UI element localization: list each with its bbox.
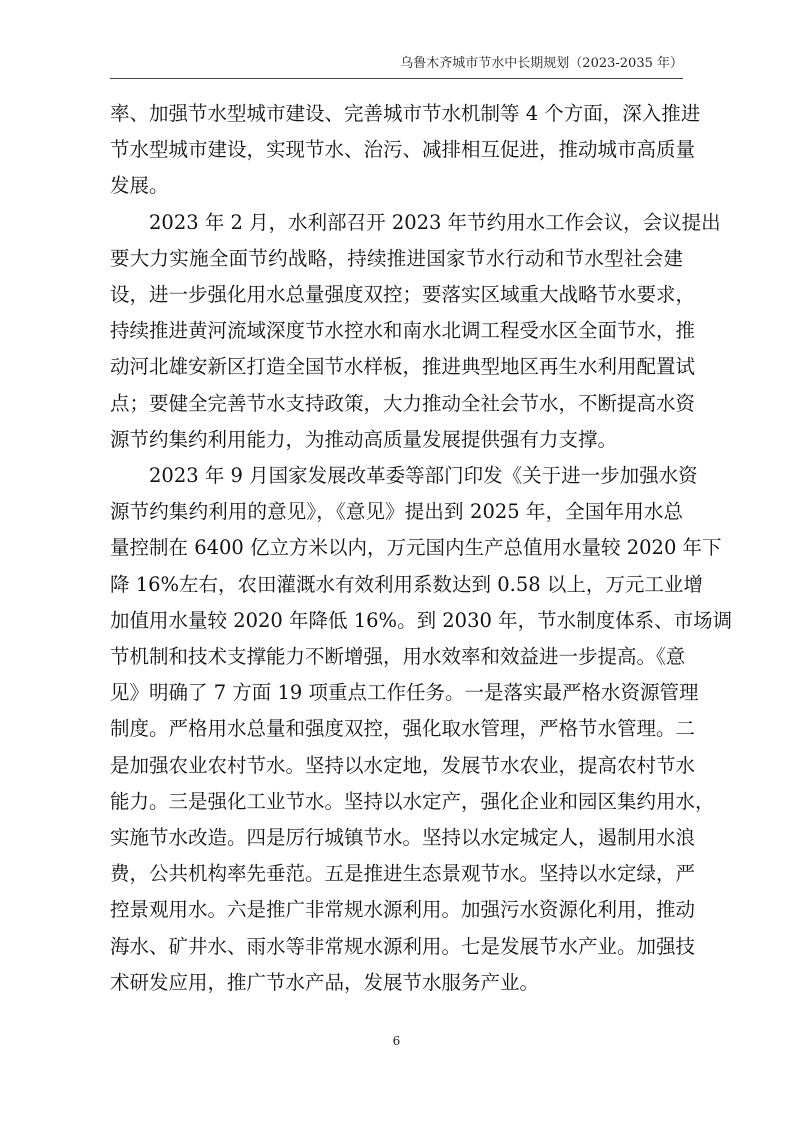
text-line: 节机制和技术支撑能力不断增强，用水效率和效益进一步提高。《意 bbox=[110, 645, 686, 669]
text-line: 加值用水量较 2020 年降低 16%。到 2030 年，节水制度体系、市场调 bbox=[110, 608, 733, 632]
text-line: 点；要健全完善节水支持政策，大力推动全社会节水，不断提高水资 bbox=[110, 391, 696, 415]
text-line: 能力。三是强化工业节水。坚持以水定产，强化企业和园区集约用水， bbox=[110, 789, 715, 813]
header-title: 乌鲁木齐城市节水中长期规划（2023-2035 年） bbox=[400, 56, 683, 71]
text-line: 量控制在 6400 亿立方米以内，万元国内生产总值用水量较 2020 年下 bbox=[110, 536, 722, 560]
text-line: 动河北雄安新区打造全国节水样板，推进典型地区再生水利用配置试 bbox=[110, 355, 696, 379]
document-body bbox=[110, 96, 733, 1001]
text-line: 海水、矿井水、雨水等非常规水源利用。七是发展节水产业。加强技 bbox=[110, 934, 696, 958]
page-number bbox=[0, 1034, 793, 1048]
text-line: 率、加强节水型城市建设、完善城市节水机制等 4 个方面，深入推进 bbox=[110, 102, 701, 125]
text-line: 源节约集约利用能力，为推动高质量发展提供强有力支撑。 bbox=[110, 427, 618, 451]
text-line: 费，公共机构率先垂范。五是推进生态景观节水。坚持以水定绿，严 bbox=[110, 862, 696, 886]
paragraph bbox=[110, 458, 733, 1001]
paragraph bbox=[110, 205, 721, 458]
page-number-value: 6 bbox=[392, 1034, 401, 1048]
running-header bbox=[110, 52, 683, 79]
text-line: 持续推进黄河流域深度节水控水和南水北调工程受水区全面节水，推 bbox=[110, 319, 696, 343]
text-line: 节水型城市建设，实现节水、治污、减排相互促进，推动城市高质量 bbox=[110, 138, 696, 162]
text-line: 是加强农业农村节水。坚持以水定地，发展节水农业，提高农村节水 bbox=[110, 753, 696, 777]
text-line: 控景观用水。六是推广非常规水源利用。加强污水资源化利用，推动 bbox=[110, 898, 696, 922]
text-line: 制度。严格用水总量和强度双控，强化取水管理，严格节水管理。二 bbox=[110, 717, 696, 741]
paragraph bbox=[110, 96, 701, 205]
text-line: 要大力实施全面节约战略，持续推进国家节水行动和节水型社会建 bbox=[110, 246, 683, 270]
text-line: 发展。 bbox=[110, 174, 169, 198]
text-line: 术研发应用，推广节水产品，发展节水服务产业。 bbox=[110, 970, 540, 994]
text-line: 见》明确了 7 方面 19 项重点工作任务。一是落实最严格水资源管理 bbox=[110, 681, 699, 705]
text-line: 实施节水改造。四是厉行城镇节水。坚持以水定城定人，遏制用水浪 bbox=[110, 826, 696, 850]
text-line: 源节约集约利用的意见》，《意见》提出到 2025 年，全国年用水总 bbox=[110, 500, 683, 524]
text-line: 降 16%左右，农田灌溉水有效利用系数达到 0.58 以上，万元工业增 bbox=[110, 572, 703, 596]
text-line: 设，进一步强化用水总量强度双控；要落实区域重大战略节水要求， bbox=[110, 283, 696, 307]
text-line: 2023 年 9 月国家发展改革委等部门印发《关于进一步加强水资 bbox=[149, 464, 698, 488]
text-line: 2023 年 2 月，水利部召开 2023 年节约用水工作会议，会议提出 bbox=[149, 210, 721, 234]
